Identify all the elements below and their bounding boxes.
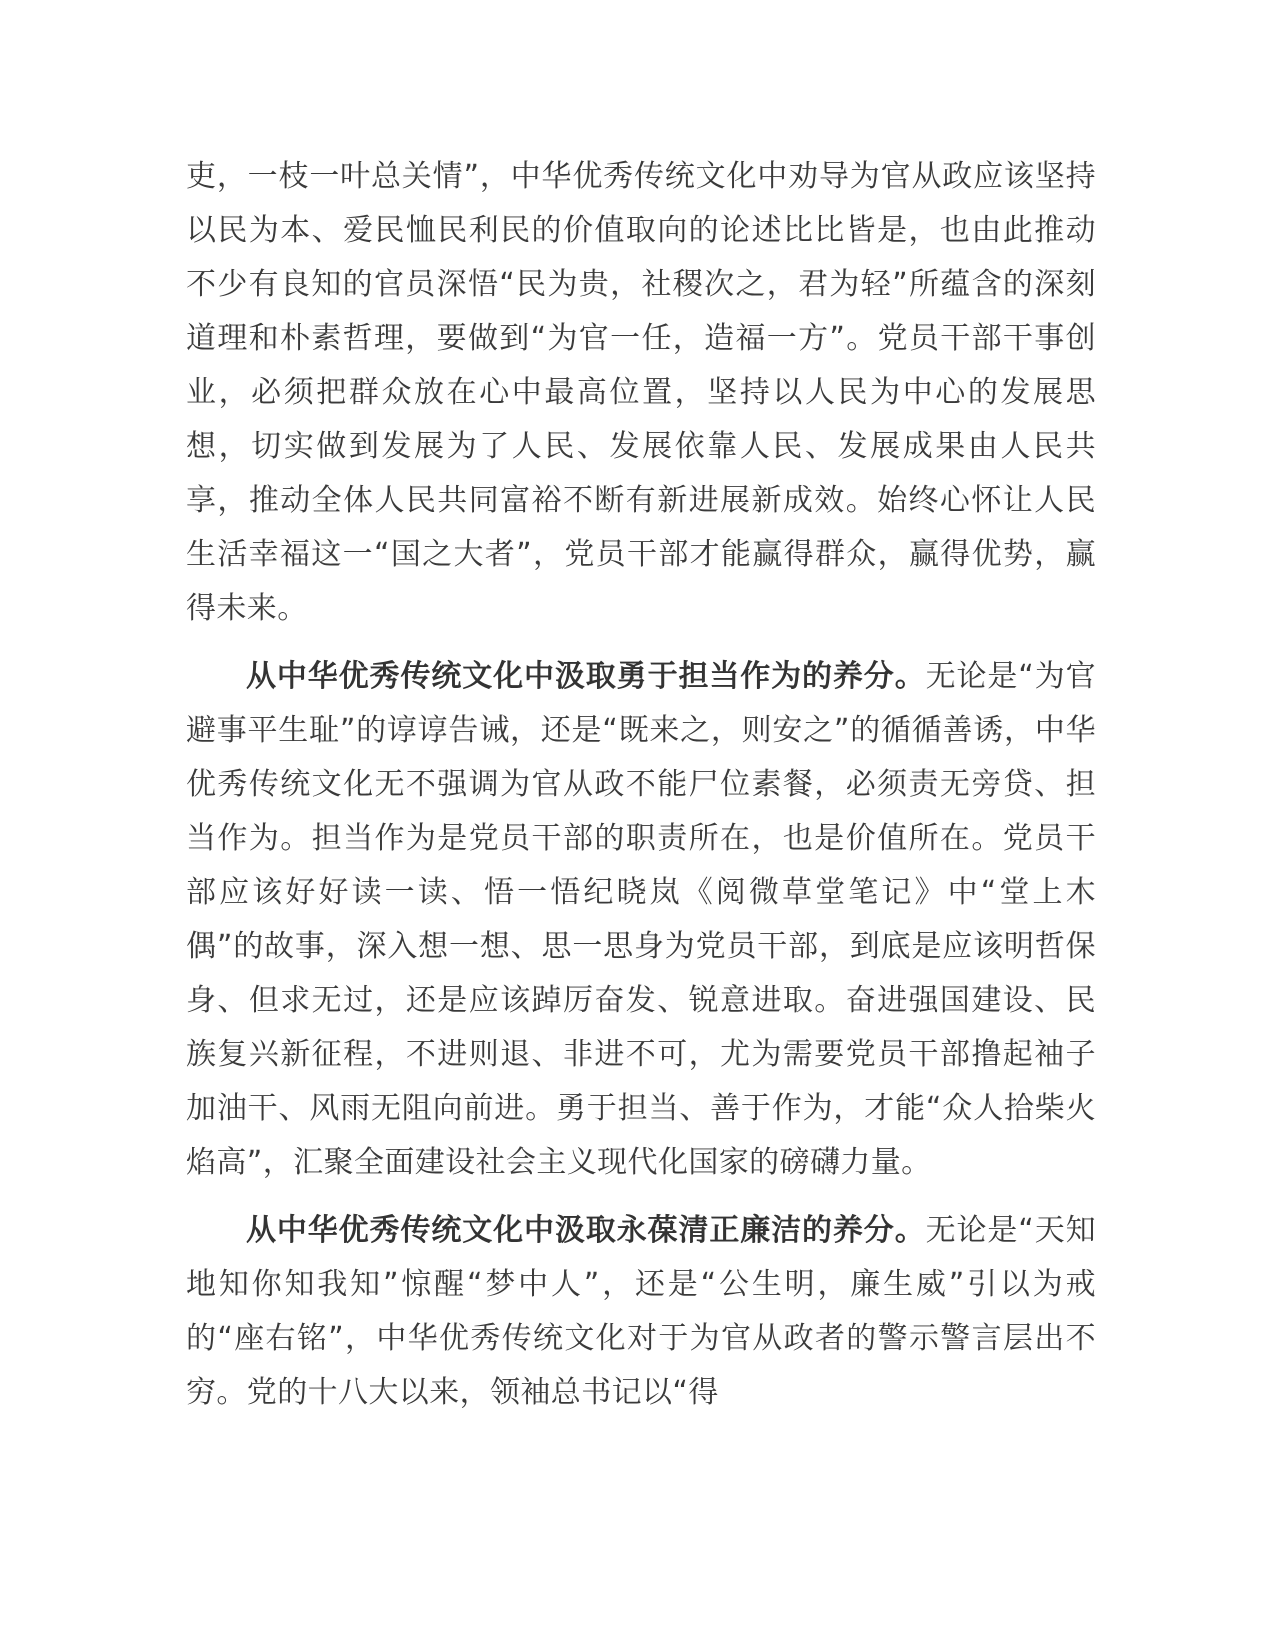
paragraph-responsibility [186, 650, 1096, 1190]
paragraph-text: 无论是“天知地知你知我知”惊醒“梦中人”，还是“公生明，廉生威”引以为戒的“座右铭”，中华优秀传统文化对于为官从政者的警示警言层出不穷。党的十八大以来，领袖总书记以“得 [186, 1213, 1096, 1410]
paragraph-people-oriented [186, 150, 1096, 636]
paragraph-lead: 从中华优秀传统文化中汲取勇于担当作为的养分。 [246, 659, 926, 694]
document-body [186, 150, 1096, 1434]
paragraph-text: 无论是“为官避事平生耻”的谆谆告诫，还是“既来之，则安之”的循循善诱，中华优秀传统文化无不强调为官从政不能尸位素餐，必须责无旁贷、担当作为。担当作为是党员干部的职责所在，也是价值所在。党员干部应该好好读一读、悟一悟纪晓岚《阅微草堂笔记》中“堂上木偶”的故事，深入想一想、思一思身为党员干部，到底是应该明哲保身、但求无过，还是应该踔厉奋发、锐意进取。奋进强国建设、民族复兴新征程，不进则退、非进不可，尤为需要党员干部撸起袖子加油干、风雨无阻向前进。勇于担当、善于作为，才能“众人拾柴火焰高”，汇聚全面建设社会主义现代化国家的磅礴力量。 [186, 659, 1096, 1180]
paragraph-lead: 从中华优秀传统文化中汲取永葆清正廉洁的养分。 [246, 1213, 926, 1248]
paragraph-integrity [186, 1204, 1096, 1420]
paragraph-text: 吏，一枝一叶总关情”，中华优秀传统文化中劝导为官从政应该坚持以民为本、爱民恤民利民的价值取向的论述比比皆是，也由此推动不少有良知的官员深悟“民为贵，社稷次之，君为轻”所蕴含的深刻道理和朴素哲理，要做到“为官一任，造福一方”。党员干部干事创业，必须把群众放在心中最高位置，坚持以人民为中心的发展思想，切实做到发展为了人民、发展依靠人民、发展成果由人民共享，推动全体人民共同富裕不断有新进展新成效。始终心怀让人民生活幸福这一“国之大者”，党员干部才能赢得群众，赢得优势，赢得未来。 [186, 159, 1096, 626]
